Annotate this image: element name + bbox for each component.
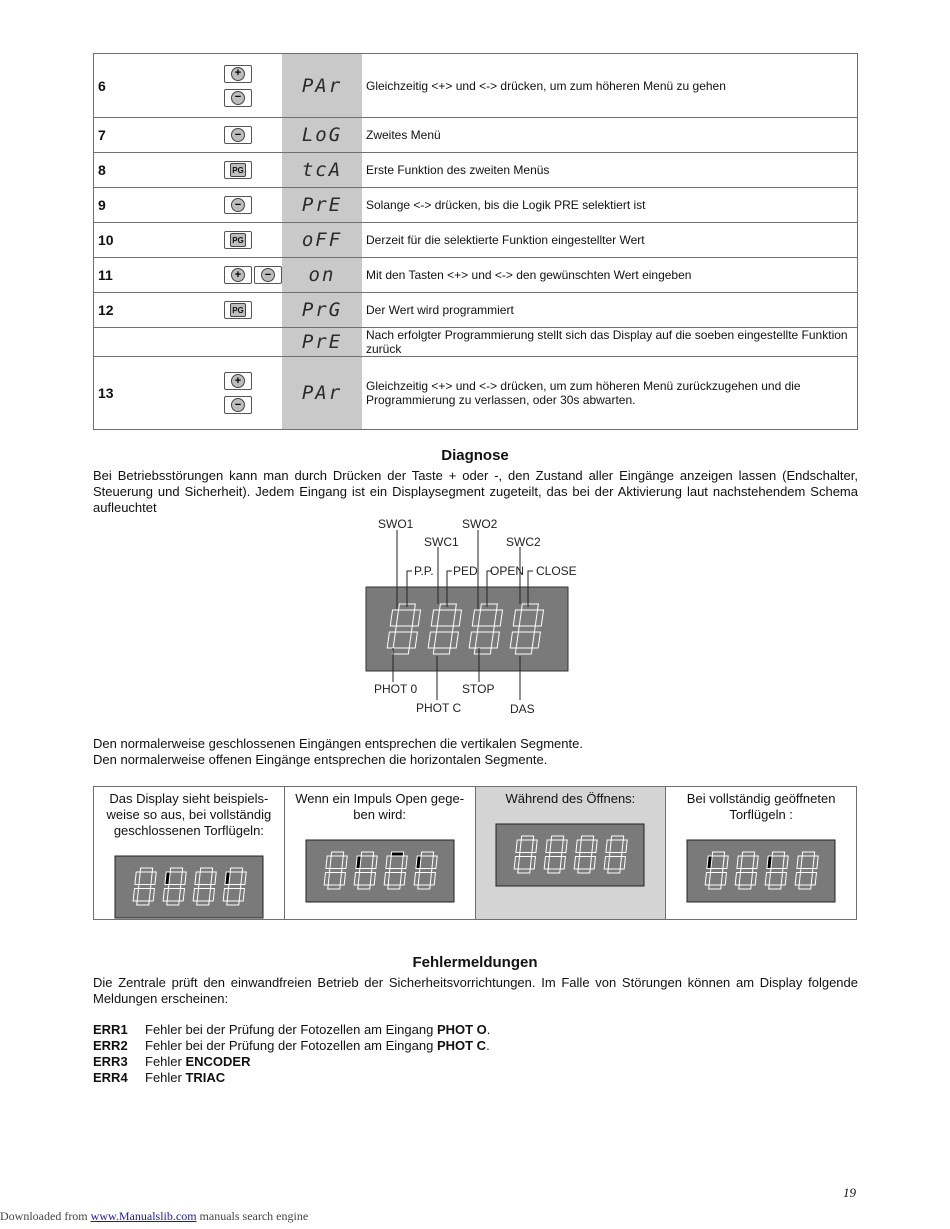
segment-b — [562, 840, 567, 853]
segment-f — [797, 856, 802, 869]
segment-d — [357, 885, 369, 889]
step-number: 12 — [94, 293, 161, 328]
step-keys — [160, 118, 282, 153]
error-text-main: Fehler — [145, 1070, 186, 1085]
segment-d — [739, 885, 751, 889]
step-number: 10 — [94, 223, 161, 258]
label-open: OPEN — [490, 564, 525, 578]
error-text-bold: ENCODER — [185, 1054, 251, 1069]
error-text — [145, 1070, 225, 1086]
segment-e — [354, 873, 359, 886]
error-text-bold: PHOT C — [436, 1038, 487, 1053]
segment-c — [591, 857, 596, 870]
segment-g — [228, 885, 240, 889]
segment-b — [753, 856, 758, 869]
segment-d — [327, 885, 339, 889]
mini-display-opening — [495, 823, 645, 887]
error-text-bold: TRIAC — [185, 1070, 226, 1085]
display-states-table — [93, 786, 857, 920]
segment-g — [359, 869, 371, 873]
minus-key-label: − — [231, 198, 245, 212]
segment-f — [386, 856, 391, 869]
manualslib-link[interactable]: www.Manualslib.com — [90, 1209, 197, 1223]
segment-e — [795, 873, 800, 886]
step-display-code: PrE — [282, 188, 362, 223]
step-row — [94, 357, 858, 430]
segment-b — [402, 856, 407, 869]
segment-d — [197, 901, 209, 905]
segment-b — [532, 840, 537, 853]
segment-e — [133, 889, 138, 902]
step-keys — [160, 357, 282, 430]
segment-g — [518, 626, 535, 632]
segment-f — [767, 856, 772, 869]
segment-a — [742, 852, 754, 856]
segment-e — [414, 873, 419, 886]
segment-c — [531, 857, 536, 870]
label-swc1: SWC1 — [424, 535, 459, 549]
segment-g — [329, 869, 341, 873]
note-vertical-segments: Den normalerweise geschlossenen Eingängen entsprechen die vertikalen Segmente. — [93, 736, 583, 751]
step-display-code: oFF — [282, 223, 362, 258]
step-number: 11 — [94, 258, 161, 293]
label-das: DAS — [510, 702, 535, 716]
segment-d — [474, 648, 491, 654]
error-code: ERR1 — [93, 1022, 128, 1037]
step-display-code: PrE — [282, 328, 362, 357]
segment-c — [721, 873, 726, 886]
segment-a — [552, 836, 564, 840]
step-row — [94, 118, 858, 153]
page-number: 19 — [843, 1185, 856, 1200]
segment-e — [163, 889, 168, 902]
minus-key-label: − — [261, 268, 275, 282]
segment-b — [181, 872, 186, 885]
segment-f — [135, 872, 140, 885]
minus-key-label: − — [231, 398, 245, 412]
plus-key-label: + — [231, 67, 245, 81]
minus-key-label: − — [231, 128, 245, 142]
segment-g — [741, 869, 753, 873]
segment-f — [416, 856, 421, 869]
segment-e — [735, 873, 740, 886]
error-code: ERR2 — [93, 1038, 128, 1053]
segment-c — [209, 889, 214, 902]
segment-d — [433, 648, 450, 654]
step-row — [94, 258, 858, 293]
step-description: Derzeit für die selektierte Funktion eingestellter Wert — [362, 223, 858, 258]
segment-f — [195, 872, 200, 885]
label-ped: PED — [453, 564, 478, 578]
segment-b — [432, 856, 437, 869]
step-description: Zweites Menü — [362, 118, 858, 153]
step-display-code: PAr — [282, 357, 362, 430]
segment-g — [771, 869, 783, 873]
segment-c — [239, 889, 244, 902]
footer-suffix: manuals search engine — [196, 1209, 309, 1223]
minus-key-icon — [224, 126, 252, 144]
segment-d — [578, 869, 590, 873]
note-horizontal-segments: Den normalerweise offenen Eingänge entsprechen die horizontalen Segmente. — [93, 752, 548, 767]
step-row — [94, 54, 858, 118]
step-keys — [160, 223, 282, 258]
pg-key-label: PG — [230, 163, 246, 177]
plus-key-icon — [224, 65, 252, 83]
segment-d — [515, 648, 532, 654]
label-phot0: PHOT 0 — [374, 682, 418, 696]
segment-b — [342, 856, 347, 869]
segment-c — [561, 857, 566, 870]
label-swo1: SWO1 — [378, 517, 414, 531]
segment-f — [326, 856, 331, 869]
pg-key-icon — [224, 301, 252, 319]
programming-steps-table — [93, 53, 858, 430]
segment-g — [168, 885, 180, 889]
segment-d — [137, 901, 149, 905]
segment-g — [801, 869, 813, 873]
error-text-main: Fehler — [145, 1054, 186, 1069]
error-item — [93, 1054, 490, 1070]
error-text-main: Fehler bei der Prüfung der Fotozellen am Eingang — [145, 1022, 437, 1037]
segment-b — [151, 872, 156, 885]
mini-display-fully-open — [686, 839, 836, 903]
segment-f — [546, 840, 551, 853]
step-description: Gleichzeitig <+> und <-> drücken, um zum höheren Menü zurückzugehen und die Programmierung zu verlassen, oder 30s abwarten. — [362, 357, 858, 430]
state-open-impulse — [284, 787, 475, 920]
segment-d — [167, 901, 179, 905]
segment-g — [198, 885, 210, 889]
error-text-end: . — [486, 1038, 490, 1053]
segment-a — [391, 852, 403, 856]
state-opening — [475, 787, 666, 920]
segment-f — [165, 872, 170, 885]
segment-d — [518, 869, 530, 873]
error-text — [145, 1022, 490, 1038]
error-item — [93, 1070, 490, 1086]
segment-c — [781, 873, 786, 886]
plus-key-icon — [224, 266, 252, 284]
step-keys — [160, 153, 282, 188]
segment-b — [723, 856, 728, 869]
pg-key-icon — [224, 231, 252, 249]
step-description: Nach erfolgter Programmierung stellt sich das Display auf die soeben eingestellte Funktion zurück — [362, 328, 858, 357]
segment-e — [575, 857, 580, 870]
segment-d — [387, 885, 399, 889]
segment-c — [370, 873, 375, 886]
step-description: Gleichzeitig <+> und <-> drücken, um zum höheren Menü zu gehen — [362, 54, 858, 118]
error-code: ERR4 — [93, 1070, 128, 1085]
step-keys — [160, 54, 282, 118]
step-number: 6 — [94, 54, 161, 118]
segment-e — [605, 857, 610, 870]
segment-c — [811, 873, 816, 886]
segment-e — [765, 873, 770, 886]
segment-b — [241, 872, 246, 885]
segment-c — [179, 889, 184, 902]
segment-f — [576, 840, 581, 853]
segment-a — [440, 604, 457, 610]
step-display-code: LoG — [282, 118, 362, 153]
segment-b — [211, 872, 216, 885]
segment-e — [223, 889, 228, 902]
error-item — [93, 1038, 490, 1054]
segment-e — [384, 873, 389, 886]
segment-e — [515, 857, 520, 870]
segment-e — [193, 889, 198, 902]
state-caption: Während des Öffnens: — [505, 791, 636, 806]
step-display-code: PrG — [282, 293, 362, 328]
segment-c — [430, 873, 435, 886]
step-row — [94, 188, 858, 223]
segment-e — [705, 873, 710, 886]
errors-intro: Die Zentrale prüft den einwandfreien Betrieb der Sicherheitsvorrichtungen. Im Falle von Störungen können am Display folgende Meldungen erscheinen: — [93, 975, 858, 1006]
minus-key-icon — [224, 396, 252, 414]
segment-d — [227, 901, 239, 905]
segment-a — [481, 604, 498, 610]
error-list — [93, 1022, 490, 1086]
error-text-end: . — [486, 1022, 491, 1037]
segment-g — [477, 626, 494, 632]
segment-g — [550, 853, 562, 857]
segment-g — [395, 626, 412, 632]
step-keys — [160, 328, 282, 357]
segment-d — [799, 885, 811, 889]
segment-a — [200, 868, 212, 872]
segment-f — [225, 872, 230, 885]
label-pp: P.P. — [414, 564, 434, 578]
segment-f — [356, 856, 361, 869]
segment-b — [372, 856, 377, 869]
segment-c — [621, 857, 626, 870]
segment-g — [520, 853, 532, 857]
segment-g — [711, 869, 723, 873]
segment-a — [421, 852, 433, 856]
segment-f — [606, 840, 611, 853]
step-row — [94, 328, 858, 357]
segment-d — [417, 885, 429, 889]
segment-d — [709, 885, 721, 889]
diagnose-title: Diagnose — [441, 447, 509, 464]
segment-b — [783, 856, 788, 869]
footer-prefix: Downloaded from — [0, 1209, 91, 1223]
state-caption: Wenn ein Impuls Open gege-ben wird: — [295, 791, 465, 822]
segment-b — [622, 840, 627, 853]
segment-a — [170, 868, 182, 872]
segment-d — [548, 869, 560, 873]
segment-c — [340, 873, 345, 886]
pg-key-label: PG — [230, 233, 246, 247]
diagnose-intro: Bei Betriebsstörungen kann man durch Drücken der Taste + oder -, den Zustand aller Eingänge anzeigen lassen (Endschalter, Steuerung und Sicherheit). Jedem Eingang ist ein Displaysegment zugeteilt, das bei der Aktivierung laut nachstehendem Schema aufleuchtet — [93, 468, 858, 515]
segment-d — [392, 648, 409, 654]
step-description: Solange <-> drücken, bis die Logik PRE selektiert ist — [362, 188, 858, 223]
segment-c — [400, 873, 405, 886]
error-text-bold: PHOT O — [436, 1022, 487, 1037]
segment-f — [737, 856, 742, 869]
segment-e — [545, 857, 550, 870]
segment-b — [592, 840, 597, 853]
label-close: CLOSE — [536, 564, 577, 578]
error-text-main: Fehler bei der Prüfung der Fotozellen am Eingang — [145, 1038, 437, 1053]
minus-key-label: − — [231, 91, 245, 105]
state-caption: Bei vollständig geöffneten Torflügeln : — [686, 791, 836, 822]
error-item — [93, 1022, 490, 1038]
step-description: Der Wert wird programmiert — [362, 293, 858, 328]
label-stop: STOP — [462, 682, 495, 696]
segment-c — [751, 873, 756, 886]
pg-key-label: PG — [230, 303, 246, 317]
state-closed — [94, 787, 285, 920]
segment-a — [331, 852, 343, 856]
download-footer — [0, 1209, 308, 1224]
minus-key-icon — [224, 196, 252, 214]
segment-a — [612, 836, 624, 840]
state-caption: Das Display sieht beispiels-weise so aus, bei vollständig geschlossenen Torflügeln: — [106, 791, 272, 838]
mini-display-closed — [114, 855, 264, 919]
segment-b — [813, 856, 818, 869]
step-number: 8 — [94, 153, 161, 188]
step-number: 13 — [94, 357, 161, 430]
segment-f — [707, 856, 712, 869]
label-swc2: SWC2 — [506, 535, 541, 549]
segment-a — [772, 852, 784, 856]
segment-a — [140, 868, 152, 872]
segment-a — [712, 852, 724, 856]
step-description: Erste Funktion des zweiten Menüs — [362, 153, 858, 188]
segment-d — [769, 885, 781, 889]
plus-key-label: + — [231, 268, 245, 282]
plus-key-label: + — [231, 374, 245, 388]
step-keys — [160, 258, 282, 293]
step-display-code: tcA — [282, 153, 362, 188]
segment-c — [149, 889, 154, 902]
step-display-code: on — [282, 258, 362, 293]
step-row — [94, 223, 858, 258]
step-number: 9 — [94, 188, 161, 223]
minus-key-icon — [254, 266, 282, 284]
label-photc: PHOT C — [416, 701, 462, 715]
step-description: Mit den Tasten <+> und <-> den gewünschten Wert eingeben — [362, 258, 858, 293]
errors-title: Fehlermeldungen — [412, 954, 538, 971]
step-display-code: PAr — [282, 54, 362, 118]
label-swo2: SWO2 — [462, 517, 498, 531]
step-keys — [160, 188, 282, 223]
segment-a — [522, 604, 539, 610]
segment-f — [516, 840, 521, 853]
segment-g — [419, 869, 431, 873]
segment-g — [389, 869, 401, 873]
plus-key-icon — [224, 372, 252, 390]
mini-display-open-impulse — [305, 839, 455, 903]
segment-diagram — [360, 514, 620, 722]
step-number: 7 — [94, 118, 161, 153]
segment-g — [138, 885, 150, 889]
segment-g — [610, 853, 622, 857]
segment-a — [582, 836, 594, 840]
segment-a — [230, 868, 242, 872]
state-fully-open — [666, 787, 857, 920]
segment-a — [361, 852, 373, 856]
step-number — [94, 328, 161, 357]
segment-d — [608, 869, 620, 873]
segment-e — [324, 873, 329, 886]
segment-g — [580, 853, 592, 857]
minus-key-icon — [224, 89, 252, 107]
segment-a — [802, 852, 814, 856]
step-row — [94, 153, 858, 188]
error-text — [145, 1038, 490, 1054]
segment-a — [522, 836, 534, 840]
step-row — [94, 293, 858, 328]
error-code: ERR3 — [93, 1054, 128, 1069]
error-text — [145, 1054, 250, 1070]
segment-g — [436, 626, 453, 632]
step-keys — [160, 293, 282, 328]
pg-key-icon — [224, 161, 252, 179]
